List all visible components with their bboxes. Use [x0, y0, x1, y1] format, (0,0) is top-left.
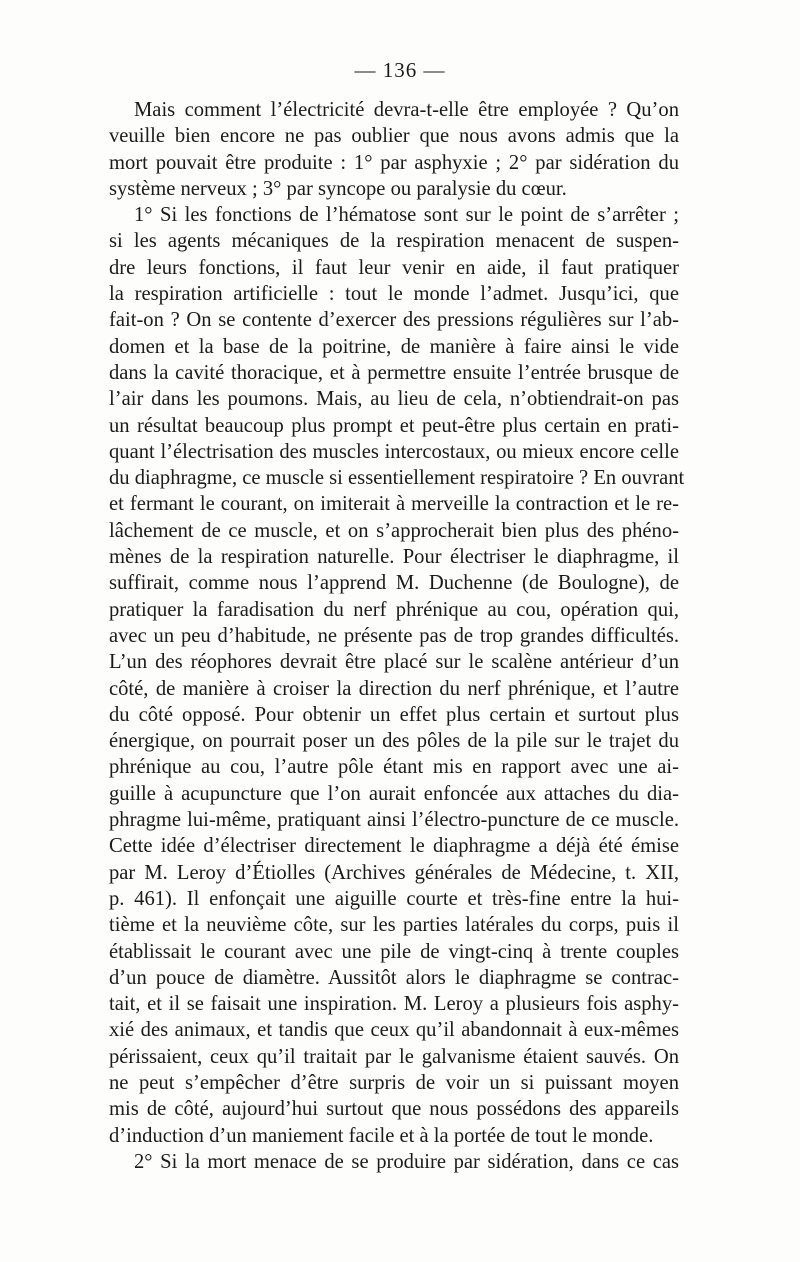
text-line: quant l’électrisation des muscles intercostaux, ou mieux encore celle: [109, 440, 679, 463]
text-line: 1° Si les fonctions de l’hématose sont sur le point de s’arrêter ;: [134, 204, 679, 227]
paragraph: [109, 1149, 679, 1175]
text-line: xié des animaux, et tandis que ceux qu’il abandonnait à eux-mêmes: [109, 1019, 679, 1042]
page-number: — 136 —: [354, 58, 446, 82]
text-line: la respiration artificielle : tout le monde l’admet. Jusqu’ici, que: [109, 283, 679, 306]
text-line: pratiquer la faradisation du nerf phrénique au cou, opération qui,: [109, 598, 679, 621]
text-line: 2° Si la mort menace de se produire par sidération, dans ce cas: [134, 1150, 679, 1173]
text-line: mort pouvait être produite : 1° par asphyxie ; 2° par sidération du: [109, 151, 679, 174]
text-line: tait, et il se faisait une inspiration. M. Leroy a plusieurs fois asphy-: [109, 993, 679, 1016]
text-line: p. 461). Il enfonçait une aiguille courte et très-fine entre la hui-: [109, 887, 679, 910]
text-line: L’un des réophores devrait être placé sur le scalène antérieur d’un: [109, 651, 679, 674]
text-line: côté, de manière à croiser la direction du nerf phrénique, et l’autre: [109, 677, 679, 700]
text-line: d’induction d’un maniement facile et à la portée de tout le monde.: [109, 1124, 654, 1147]
text-line: domen et la base de la poitrine, de manière à faire ainsi le vide: [109, 335, 679, 358]
text-line: mis de côté, aujourd’hui surtout que nous possédons des appareils: [109, 1098, 679, 1121]
text-line: et fermant le courant, on imiterait à merveille la contraction et le re-: [109, 493, 679, 516]
body-text: [109, 97, 685, 1175]
text-line: un résultat beaucoup plus prompt et peut-être plus certain en prati-: [109, 414, 679, 437]
text-line: avec un peu d’habitude, ne présente pas de trop grandes difficultés.: [109, 624, 679, 647]
text-line: phragme lui-même, pratiquant ainsi l’électro-puncture de ce muscle.: [109, 809, 679, 832]
text-line: énergique, on pourrait poser un des pôles de la pile sur le trajet du: [109, 730, 679, 753]
text-line: veuille bien encore ne pas oublier que nous avons admis que la: [109, 125, 679, 148]
text-line: suffirait, comme nous l’apprend M. Duchenne (de Boulogne), de: [109, 572, 679, 595]
text-line: établissait le courant avec une pile de vingt-cinq à trente couples: [109, 940, 679, 963]
text-line: ne peut s’empêcher d’être surpris de voir un si puissant moyen: [109, 1071, 679, 1094]
text-line: du côté opposé. Pour obtenir un effet plus certain et surtout plus: [109, 703, 679, 726]
text-line: dans la cavité thoracique, et à permettre ensuite l’entrée brusque de: [109, 361, 679, 384]
text-line: l’air dans les poumons. Mais, au lieu de cela, n’obtiendrait-on pas: [109, 388, 679, 411]
text-line: fait-on ? On se contente d’exercer des pressions régulières sur l’ab-: [109, 309, 679, 332]
text-line: si les agents mécaniques de la respiration menacent de suspen-: [109, 230, 679, 253]
text-line: dre leurs fonctions, il faut leur venir en aide, il faut pratiquer: [109, 256, 679, 279]
text-line: guille à acupuncture que l’on aurait enfoncée aux attaches du dia-: [109, 782, 679, 805]
text-line: Cette idée d’électriser directement le diaphragme a déjà été émise: [109, 835, 679, 858]
text-line: système nerveux ; 3° par syncope ou paralysie du cœur.: [109, 177, 567, 200]
text-line: Mais comment l’électricité devra-t-elle être employée ? Qu’on: [134, 99, 679, 121]
paragraph: [109, 97, 679, 202]
paragraph: [109, 202, 685, 1149]
text-line: lâchement de ce muscle, et on s’approcherait bien plus des phéno-: [109, 519, 679, 542]
text-line: mènes de la respiration naturelle. Pour électriser le diaphragme, il: [109, 546, 679, 569]
text-line: par M. Leroy d’Étiolles (Archives générales de Médecine, t. XII,: [109, 861, 679, 884]
text-line: phrénique au cou, l’autre pôle étant mis en rapport avec une ai-: [109, 756, 679, 779]
text-line: tième et la neuvième côte, sur les parties latérales du corps, puis il: [109, 914, 679, 937]
text-line: périssaient, ceux qu’il traitait par le galvanisme étaient sauvés. On: [109, 1045, 679, 1068]
text-line: d’un pouce de diamètre. Aussitôt alors le diaphragme se contrac-: [109, 966, 679, 989]
text-line: du diaphragme, ce muscle si essentiellement respiratoire ? En ouvrant: [109, 467, 685, 490]
